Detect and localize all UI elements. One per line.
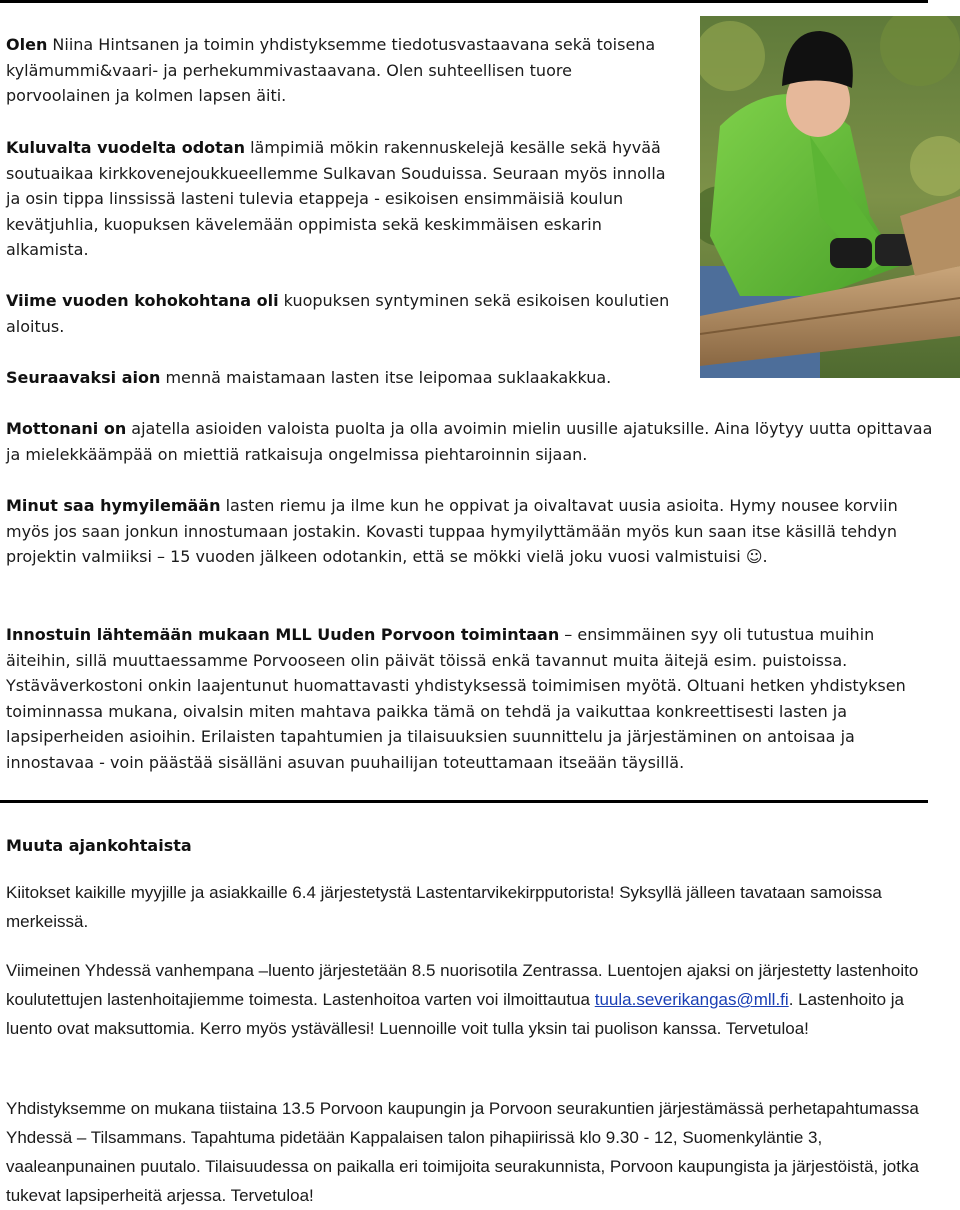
next-lead: Seuraavaksi aion — [6, 368, 161, 387]
expectations-lead: Kuluvalta vuodelta odotan — [6, 138, 245, 157]
motivation-lead: Innostuin lähtemään mukaan MLL Uuden Porvoon toimintaan — [6, 625, 560, 644]
motto-paragraph — [6, 416, 936, 467]
motto-lead: Mottonani on — [6, 419, 127, 438]
news-heading-text: Muuta ajankohtaista — [6, 836, 192, 855]
portrait-photo — [700, 16, 960, 378]
intro-paragraph — [6, 32, 681, 109]
motto-text: ajatella asioiden valoista puolta ja olla avoimin mielin uusille ajatuksille. Aina löytyy uutta opittavaa ja mielekkäämpää on miettiä ratkaisuja ongelmissa piehtaroinnin sijaan. — [6, 419, 933, 464]
intro-text: Niina Hintsanen ja toimin yhdistyksemme tiedotusvastaavana sekä toisena kylämummi&vaari- ja perhekummivastaavana. Olen suhteellisen tuore porvoolainen ja kolmen lapsen äiti. — [6, 35, 656, 106]
smile-text: lasten riemu ja ilme kun he oppivat ja oivaltavat uusia asioita. Hymy nousee korviin myös jos saan jonkun innostumaan jostakin. Kovasti tuppaa hymyilyttämään myös kun saan itse käsillä tehdyn projektin valmiiksi – 15 vuoden jälkeen odotankin, että se mökki vielä joku vuosi valmistuisi — [6, 496, 898, 567]
lecture-text-end: . Lastenhoito ja luento ovat maksuttomia. Kerro myös ystävällesi! Luennoille voit tulla yksin tai puolison kanssa. Tervetuloa! — [6, 990, 904, 1038]
smile-paragraph — [6, 493, 936, 570]
intro-lead: Olen — [6, 35, 48, 54]
section-divider — [0, 800, 928, 803]
top-divider — [0, 0, 928, 3]
news-heading — [6, 833, 192, 859]
motivation-text: – ensimmäinen syy oli tutustua muihin äiteihin, sillä muuttaessamme Porvooseen olin päivät töissä enkä tavannut muita äitejä esim. puistoissa. Ystäväverkostoni onkin laajentunut huomattavasti yhdistyksessä toimimisen myötä. Oltuani hetken yhdistyksen toiminnassa mukana, oivalsin miten mahtava paikka tämä on tehdä ja vaikuttaa konkreettisesti lasten ja lapsiperheiden asioihin. Erilaisten tapahtumien ja tilaisuuksien suunnittelu ja järjestäminen on antoisaa ja innostavaa - voin päästää sisälläni asuvan puuhailijan toteuttamaan itseään täysillä. — [6, 625, 906, 772]
smile-end: . — [762, 547, 768, 567]
highlight-lead: Viime vuoden kohokohtana oli — [6, 291, 279, 310]
smiley-icon: ☺ — [745, 547, 763, 567]
motivation-paragraph — [6, 622, 936, 776]
news-item-lecture — [6, 956, 936, 1043]
news-item-family-event: Yhdistyksemme on mukana tiistaina 13.5 Porvoon kaupungin ja Porvoon seurakuntien järjestämässä perhetapahtumassa Yhdessä – Tilsammans. Tapahtuma pidetään Kappalaisen talon pihapiirissä klo 9.30 - 12, Suomenkyläntie 3, vaaleanpunainen puutalo. Tilaisuudessa on paikalla eri toimijoita seurakunnista, Porvoon kaupungista ja järjestöistä, jotka tukevat lapsiperheitä arjessa. Tervetuloa! — [6, 1099, 919, 1205]
next-paragraph — [6, 365, 681, 391]
lecture-text: Viimeinen Yhdessä vanhempana –luento järjestetään 8.5 nuorisotila Zentrassa. Luentojen ajaksi on järjestetty lastenhoito koulutettujen lastenhoitajiemme toimesta. Lastenhoitoa varten voi ilmoittautua — [6, 961, 919, 1009]
email-link[interactable]: tuula.severikangas@mll.fi — [594, 990, 789, 1009]
news-item-flea-market: Kiitokset kaikille myyjille ja asiakkaille 6.4 järjestetystä Lastentarvikekirpputorista! Syksyllä jälleen tavataan samoissa merkeissä. — [6, 883, 882, 931]
expectations-paragraph — [6, 135, 681, 263]
expectations-text: lämpimiä mökin rakennuskelejä kesälle sekä hyvää soutuaikaa kirkkovenejoukkueellemme Sulkavan Souduissa. Seuraan myös innolla ja osin tippa linssissä lasteni tulevia etappeja - esikoisen ensimmäisiä koulun kevätjuhlia, kuopuksen kävelemään oppimista sekä keskimmäisen eskarin alkamista. — [6, 138, 666, 260]
next-text: mennä maistamaan lasten itse leipomaa suklaakakkua. — [160, 368, 612, 387]
highlight-paragraph — [6, 288, 681, 339]
highlight-text: kuopuksen syntyminen sekä esikoisen koulutien aloitus. — [6, 291, 670, 336]
smile-lead: Minut saa hymyilemään — [6, 496, 221, 515]
